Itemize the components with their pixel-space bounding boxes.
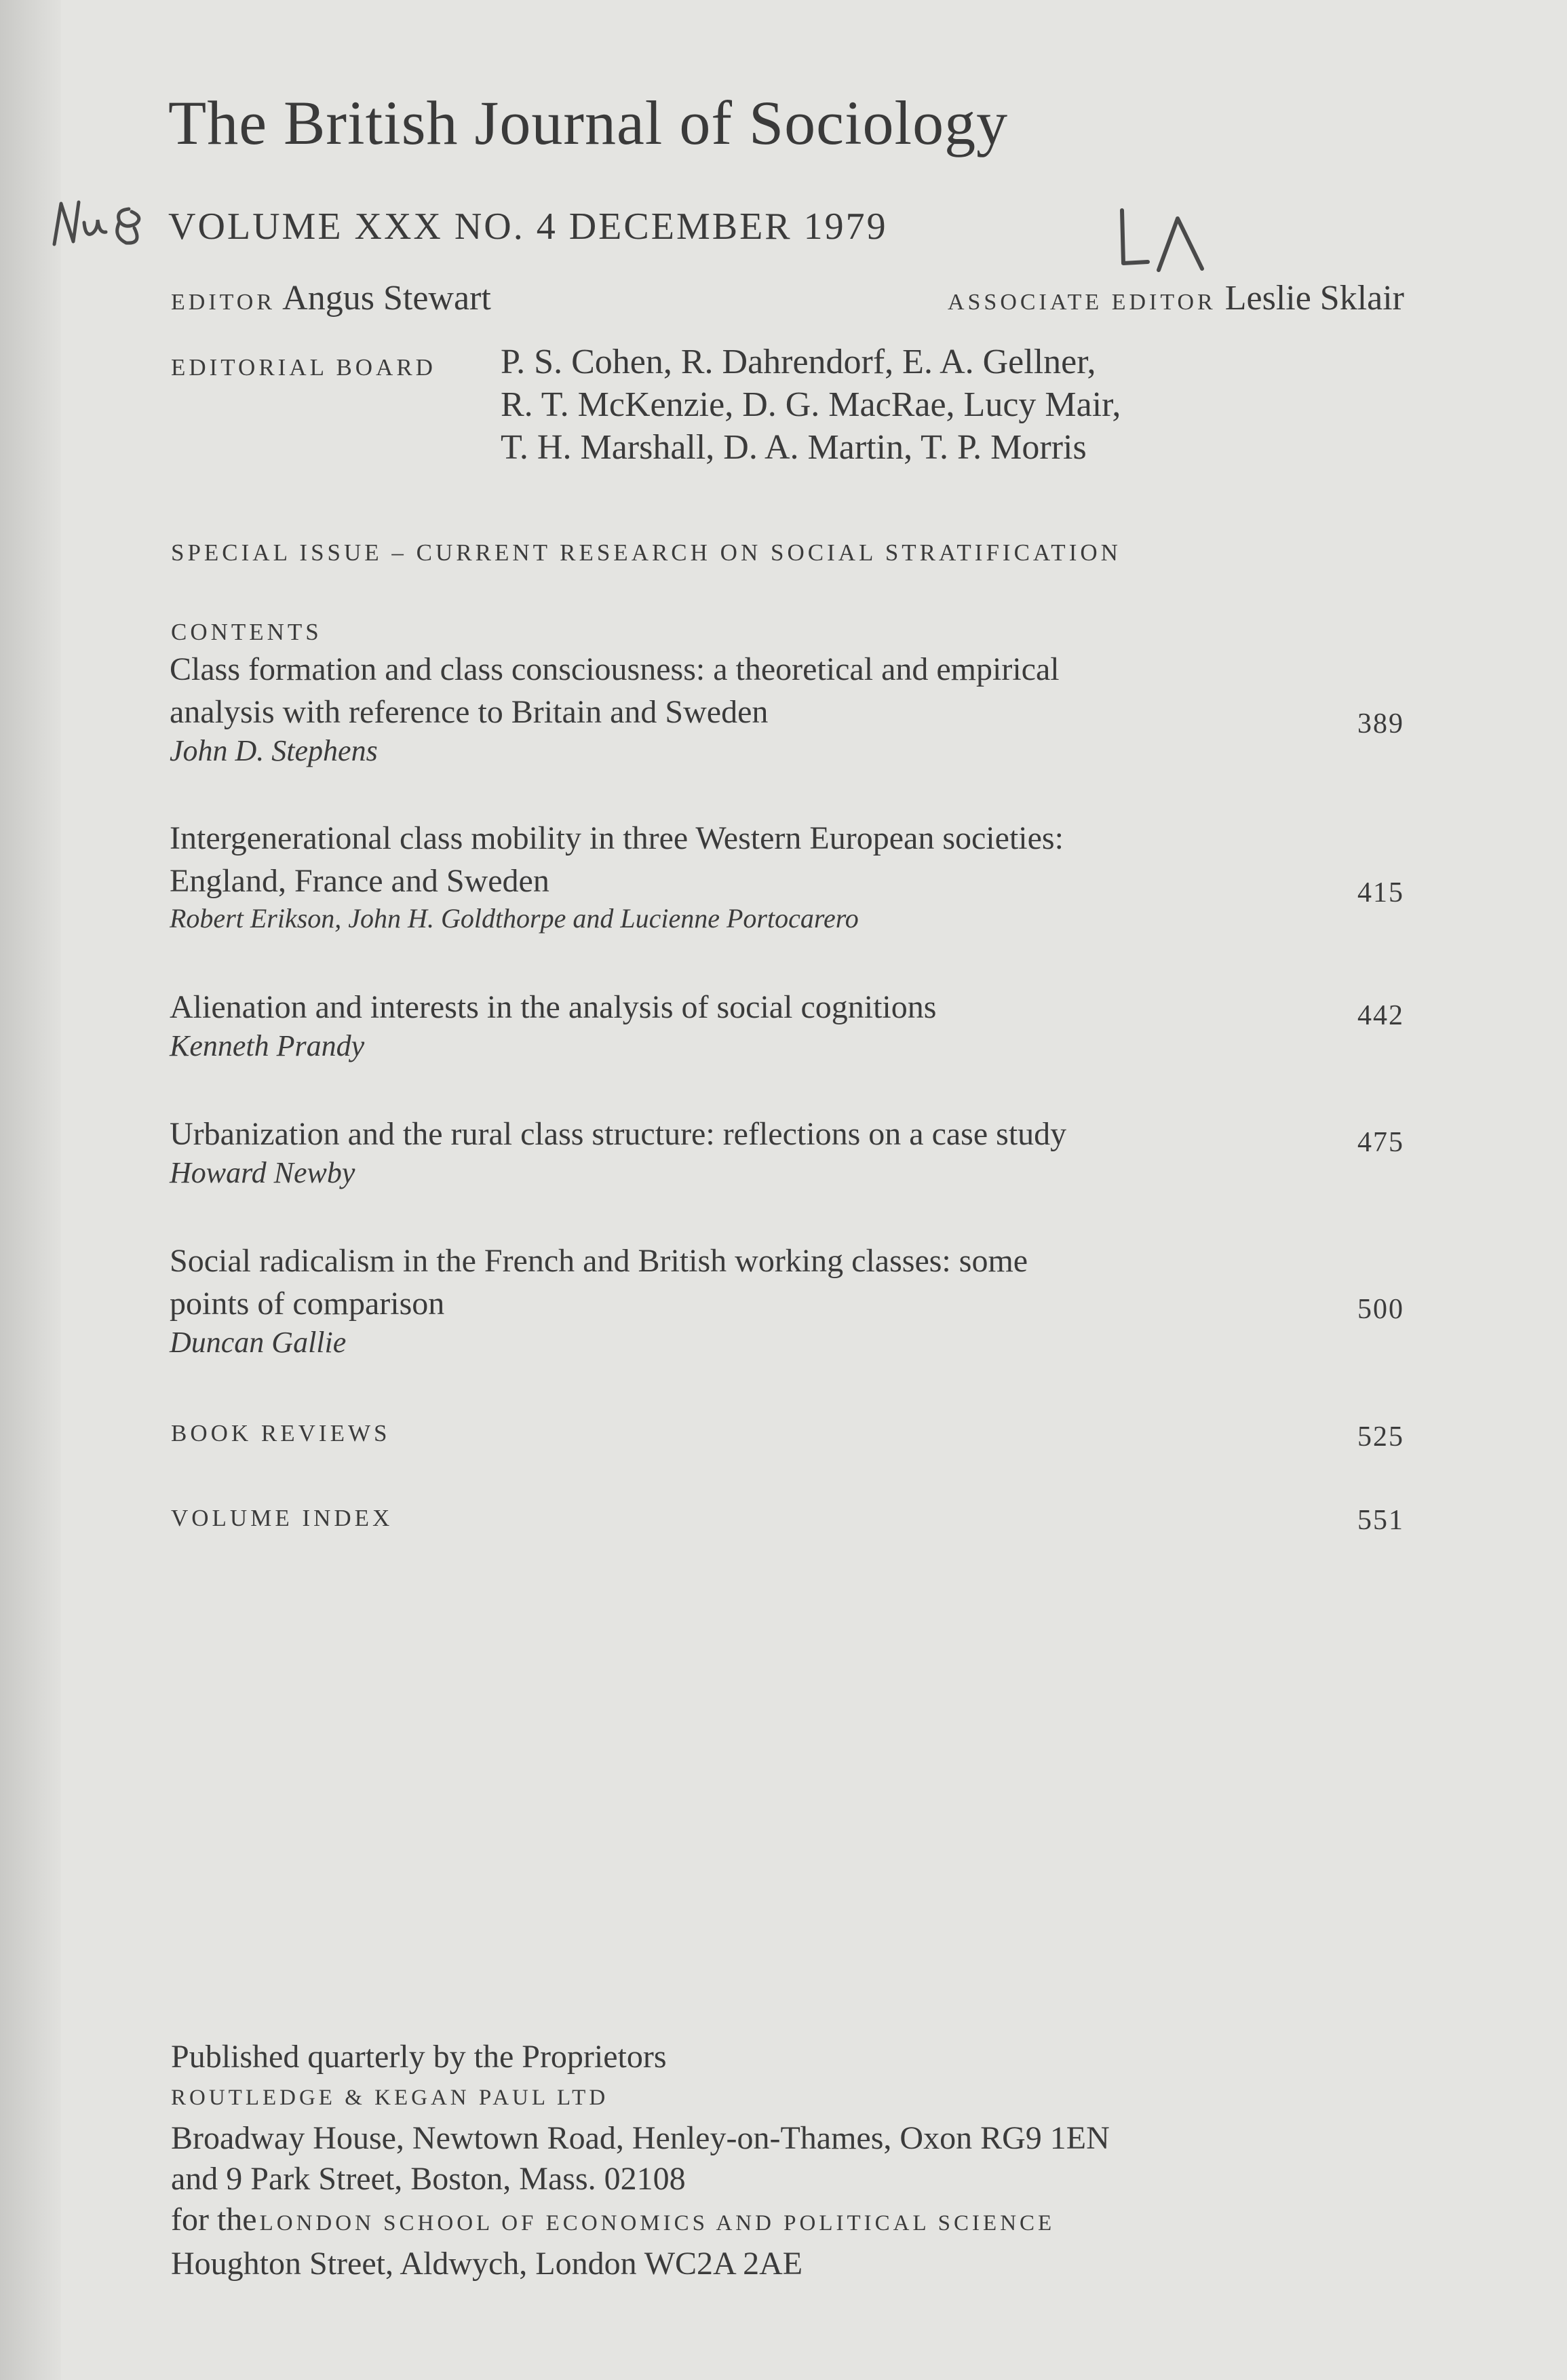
article-title	[170, 1240, 1028, 1325]
page-number: 415	[1357, 877, 1404, 908]
toc-entry	[170, 986, 936, 1063]
publisher-info	[171, 2037, 1110, 2284]
toc-entry	[170, 1240, 1028, 1360]
article-title-line: Alienation and interests in the analysis of social cognitions	[170, 989, 937, 1025]
page-number: 389	[1357, 708, 1404, 740]
article-title-line: points of comparison	[170, 1286, 445, 1322]
page-number: 525	[1357, 1421, 1404, 1453]
publisher-address: and 9 Park Street, Boston, Mass. 02108	[171, 2161, 686, 2197]
handwritten-note-margin	[49, 189, 157, 256]
article-title-line: analysis with reference to Britain and Sweden	[170, 694, 769, 730]
special-issue-heading: SPECIAL ISSUE – CURRENT RESEARCH ON SOCIAL STRATIFICATION	[171, 539, 1121, 566]
page-edge-shadow	[0, 0, 61, 2380]
article-author: Duncan Gallie	[170, 1326, 347, 1359]
handwritten-note-initials	[1113, 204, 1214, 278]
toc-entry	[170, 817, 1064, 934]
publisher-line: Published quarterly by the Proprietors	[171, 2039, 667, 2075]
issue-info: VOLUME XXX NO. 4 DECEMBER 1979	[168, 206, 888, 248]
article-author: Robert Erikson, John H. Goldthorpe and Lucienne Portocarero	[170, 903, 859, 934]
contents-heading: CONTENTS	[171, 619, 322, 645]
toc-entry	[170, 648, 1060, 768]
article-author: Kenneth Prandy	[170, 1029, 365, 1062]
associate-editor-line	[948, 278, 1404, 318]
board-line: P. S. Cohen, R. Dahrendorf, E. A. Gellner,	[501, 343, 1096, 381]
board-line: R. T. McKenzie, D. G. MacRae, Lucy Mair,	[501, 385, 1121, 424]
article-title-line: Urbanization and the rural class structure: reflections on a case study	[170, 1116, 1067, 1152]
article-author: John D. Stephens	[170, 734, 378, 767]
volume-index-label: VOLUME INDEX	[171, 1505, 393, 1531]
article-title	[170, 648, 1060, 733]
associate-editor-name: Leslie Sklair	[1224, 279, 1404, 318]
editor-line	[171, 278, 491, 318]
school-name: LONDON SCHOOL OF ECONOMICS AND POLITICAL SCIENCE	[259, 2211, 1056, 2235]
article-title	[170, 986, 936, 1029]
editorial-board-names	[501, 341, 1121, 469]
article-title-line: Intergenerational class mobility in three Western European societies:	[170, 820, 1064, 856]
journal-title: The British Journal of Sociology	[168, 88, 1009, 157]
article-title-line: Class formation and class consciousness: a theoretical and empirical	[170, 651, 1060, 687]
page-number: 551	[1357, 1505, 1404, 1536]
article-title	[170, 1113, 1066, 1155]
article-author: Howard Newby	[170, 1156, 355, 1189]
article-title	[170, 817, 1064, 902]
article-title-line: England, France and Sweden	[170, 863, 549, 899]
associate-editor-label: ASSOCIATE EDITOR	[947, 290, 1216, 315]
toc-entry	[170, 1113, 1066, 1190]
page-number: 475	[1357, 1127, 1404, 1158]
publisher-firm: ROUTLEDGE & KEGAN PAUL LTD	[171, 2086, 609, 2110]
for-prefix: for the	[171, 2202, 257, 2238]
book-reviews-label: BOOK REVIEWS	[171, 1420, 391, 1446]
publisher-for-line	[171, 2200, 1110, 2244]
editorial-board-label: EDITORIAL BOARD	[171, 354, 436, 381]
article-title-line: Social radicalism in the French and British working classes: some	[170, 1243, 1028, 1279]
page-number: 500	[1357, 1294, 1404, 1325]
editor-label: EDITOR	[171, 290, 276, 315]
editor-name: Angus Stewart	[282, 279, 491, 318]
board-line: T. H. Marshall, D. A. Martin, T. P. Morris	[501, 428, 1087, 467]
publisher-address: Broadway House, Newtown Road, Henley-on-Thames, Oxon RG9 1EN	[171, 2120, 1110, 2156]
school-address: Houghton Street, Aldwych, London WC2A 2AE	[171, 2246, 803, 2282]
page-number: 442	[1357, 1000, 1404, 1031]
